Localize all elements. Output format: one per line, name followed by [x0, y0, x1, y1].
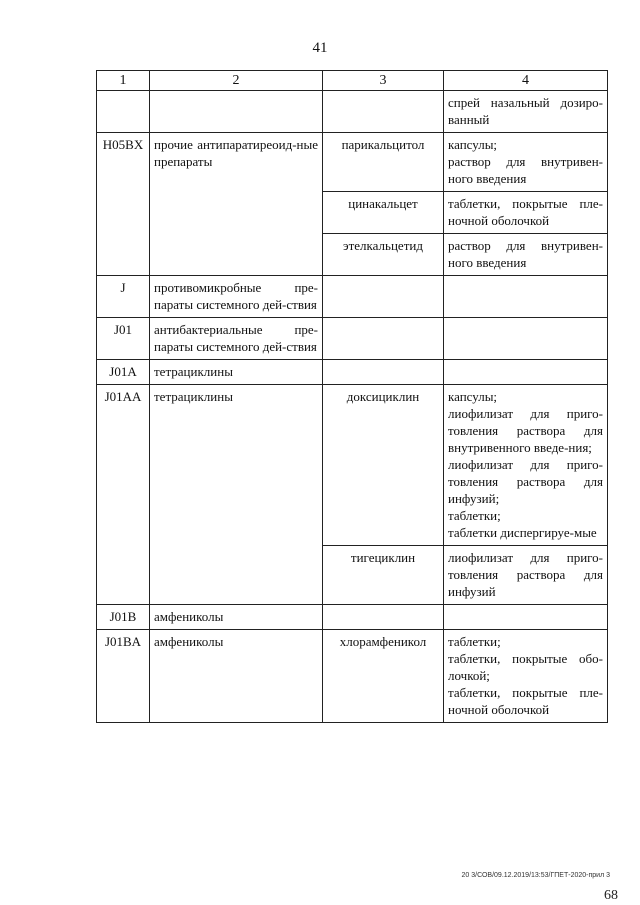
drug-inn-cell: хлорамфеникол — [323, 630, 444, 723]
dosage-form-cell — [444, 133, 608, 192]
anatomical-therapeutic-class-cell: антибактериальные пре-параты системного дей-ствия — [150, 318, 323, 360]
anatomical-therapeutic-class-cell: амфениколы — [150, 605, 323, 630]
table-row — [97, 318, 608, 360]
dosage-form-line: таблетки диспергируе-мые — [448, 525, 597, 540]
dosage-form-cell — [444, 91, 608, 133]
anatomical-therapeutic-class-cell: тетрациклины — [150, 360, 323, 385]
dosage-form-cell — [444, 234, 608, 276]
dosage-form-line: раствор для внутривен-ного введения — [448, 154, 603, 186]
atc-code-cell: J01AA — [97, 385, 150, 605]
dosage-form-line: лиофилизат для приго-товления раствора для инфузий; — [448, 457, 603, 506]
drug-inn-cell: тигециклин — [323, 546, 444, 605]
drug-inn-cell — [323, 318, 444, 360]
dosage-form-cell — [444, 605, 608, 630]
dosage-form-cell — [444, 276, 608, 318]
header-cell-3: 3 — [323, 71, 444, 91]
header-cell-2: 2 — [150, 71, 323, 91]
dosage-form-cell — [444, 360, 608, 385]
drug-inn-cell: доксициклин — [323, 385, 444, 546]
atc-code-cell — [97, 91, 150, 133]
table-row — [97, 630, 608, 723]
atc-code-cell: J01A — [97, 360, 150, 385]
page-number: 41 — [312, 40, 328, 56]
table-body — [97, 71, 608, 723]
dosage-form-line: спрей назальный дозиро-ванный — [448, 95, 603, 127]
drug-inn-cell — [323, 91, 444, 133]
table-row — [97, 360, 608, 385]
anatomical-therapeutic-class-cell: тетрациклины — [150, 385, 323, 605]
dosage-form-line: таблетки; — [448, 634, 501, 649]
drug-inn-cell — [323, 360, 444, 385]
dosage-form-cell — [444, 546, 608, 605]
table-row — [97, 605, 608, 630]
dosage-form-cell — [444, 630, 608, 723]
drug-table — [96, 70, 608, 723]
drug-inn-cell: парикальцитол — [323, 133, 444, 192]
dosage-form-cell — [444, 192, 608, 234]
drug-inn-cell — [323, 276, 444, 318]
anatomical-therapeutic-class-cell — [150, 91, 323, 133]
dosage-form-line: лиофилизат для приго-товления раствора для внутривенного введе-ния; — [448, 406, 603, 455]
anatomical-therapeutic-class-cell: противомикробные пре-параты системного дей-ствия — [150, 276, 323, 318]
table-row — [97, 385, 608, 546]
dosage-form-line: таблетки; — [448, 508, 501, 523]
header-cell-1: 1 — [97, 71, 150, 91]
atc-code-cell: J01 — [97, 318, 150, 360]
atc-code-cell: J01B — [97, 605, 150, 630]
dosage-form-line: таблетки, покрытые пле-ночной оболочкой — [448, 685, 603, 717]
drug-inn-cell: цинакальцет — [323, 192, 444, 234]
dosage-form-cell — [444, 385, 608, 546]
dosage-form-line: раствор для внутривен-ного введения — [448, 238, 603, 270]
atc-code-cell: J — [97, 276, 150, 318]
dosage-form-line: капсулы; — [448, 137, 498, 152]
table-header-row — [97, 71, 608, 91]
dosage-form-cell — [444, 318, 608, 360]
drug-inn-cell — [323, 605, 444, 630]
dosage-form-line: таблетки, покрытые пле-ночной оболочкой — [448, 196, 603, 228]
anatomical-therapeutic-class-cell: прочие антипаратиреоид-ные препараты — [150, 133, 323, 276]
dosage-form-line: таблетки, покрытые обо-лочкой; — [448, 651, 603, 683]
dosage-form-line: лиофилизат для приго-товления раствора для инфузий — [448, 550, 603, 599]
footer-sheet-number: 68 — [604, 888, 618, 903]
header-cell-4: 4 — [444, 71, 608, 91]
dosage-form-line: капсулы; — [448, 389, 498, 404]
table-row — [97, 276, 608, 318]
table-row — [97, 91, 608, 133]
anatomical-therapeutic-class-cell: амфениколы — [150, 630, 323, 723]
table-row — [97, 133, 608, 192]
atc-code-cell: H05BX — [97, 133, 150, 276]
footer-stamp: 20 3/СОВ/09.12.2019/13:53/ГПЕТ-2020-прил 3 — [461, 872, 610, 879]
atc-code-cell: J01BA — [97, 630, 150, 723]
drug-inn-cell: этелкальцетид — [323, 234, 444, 276]
